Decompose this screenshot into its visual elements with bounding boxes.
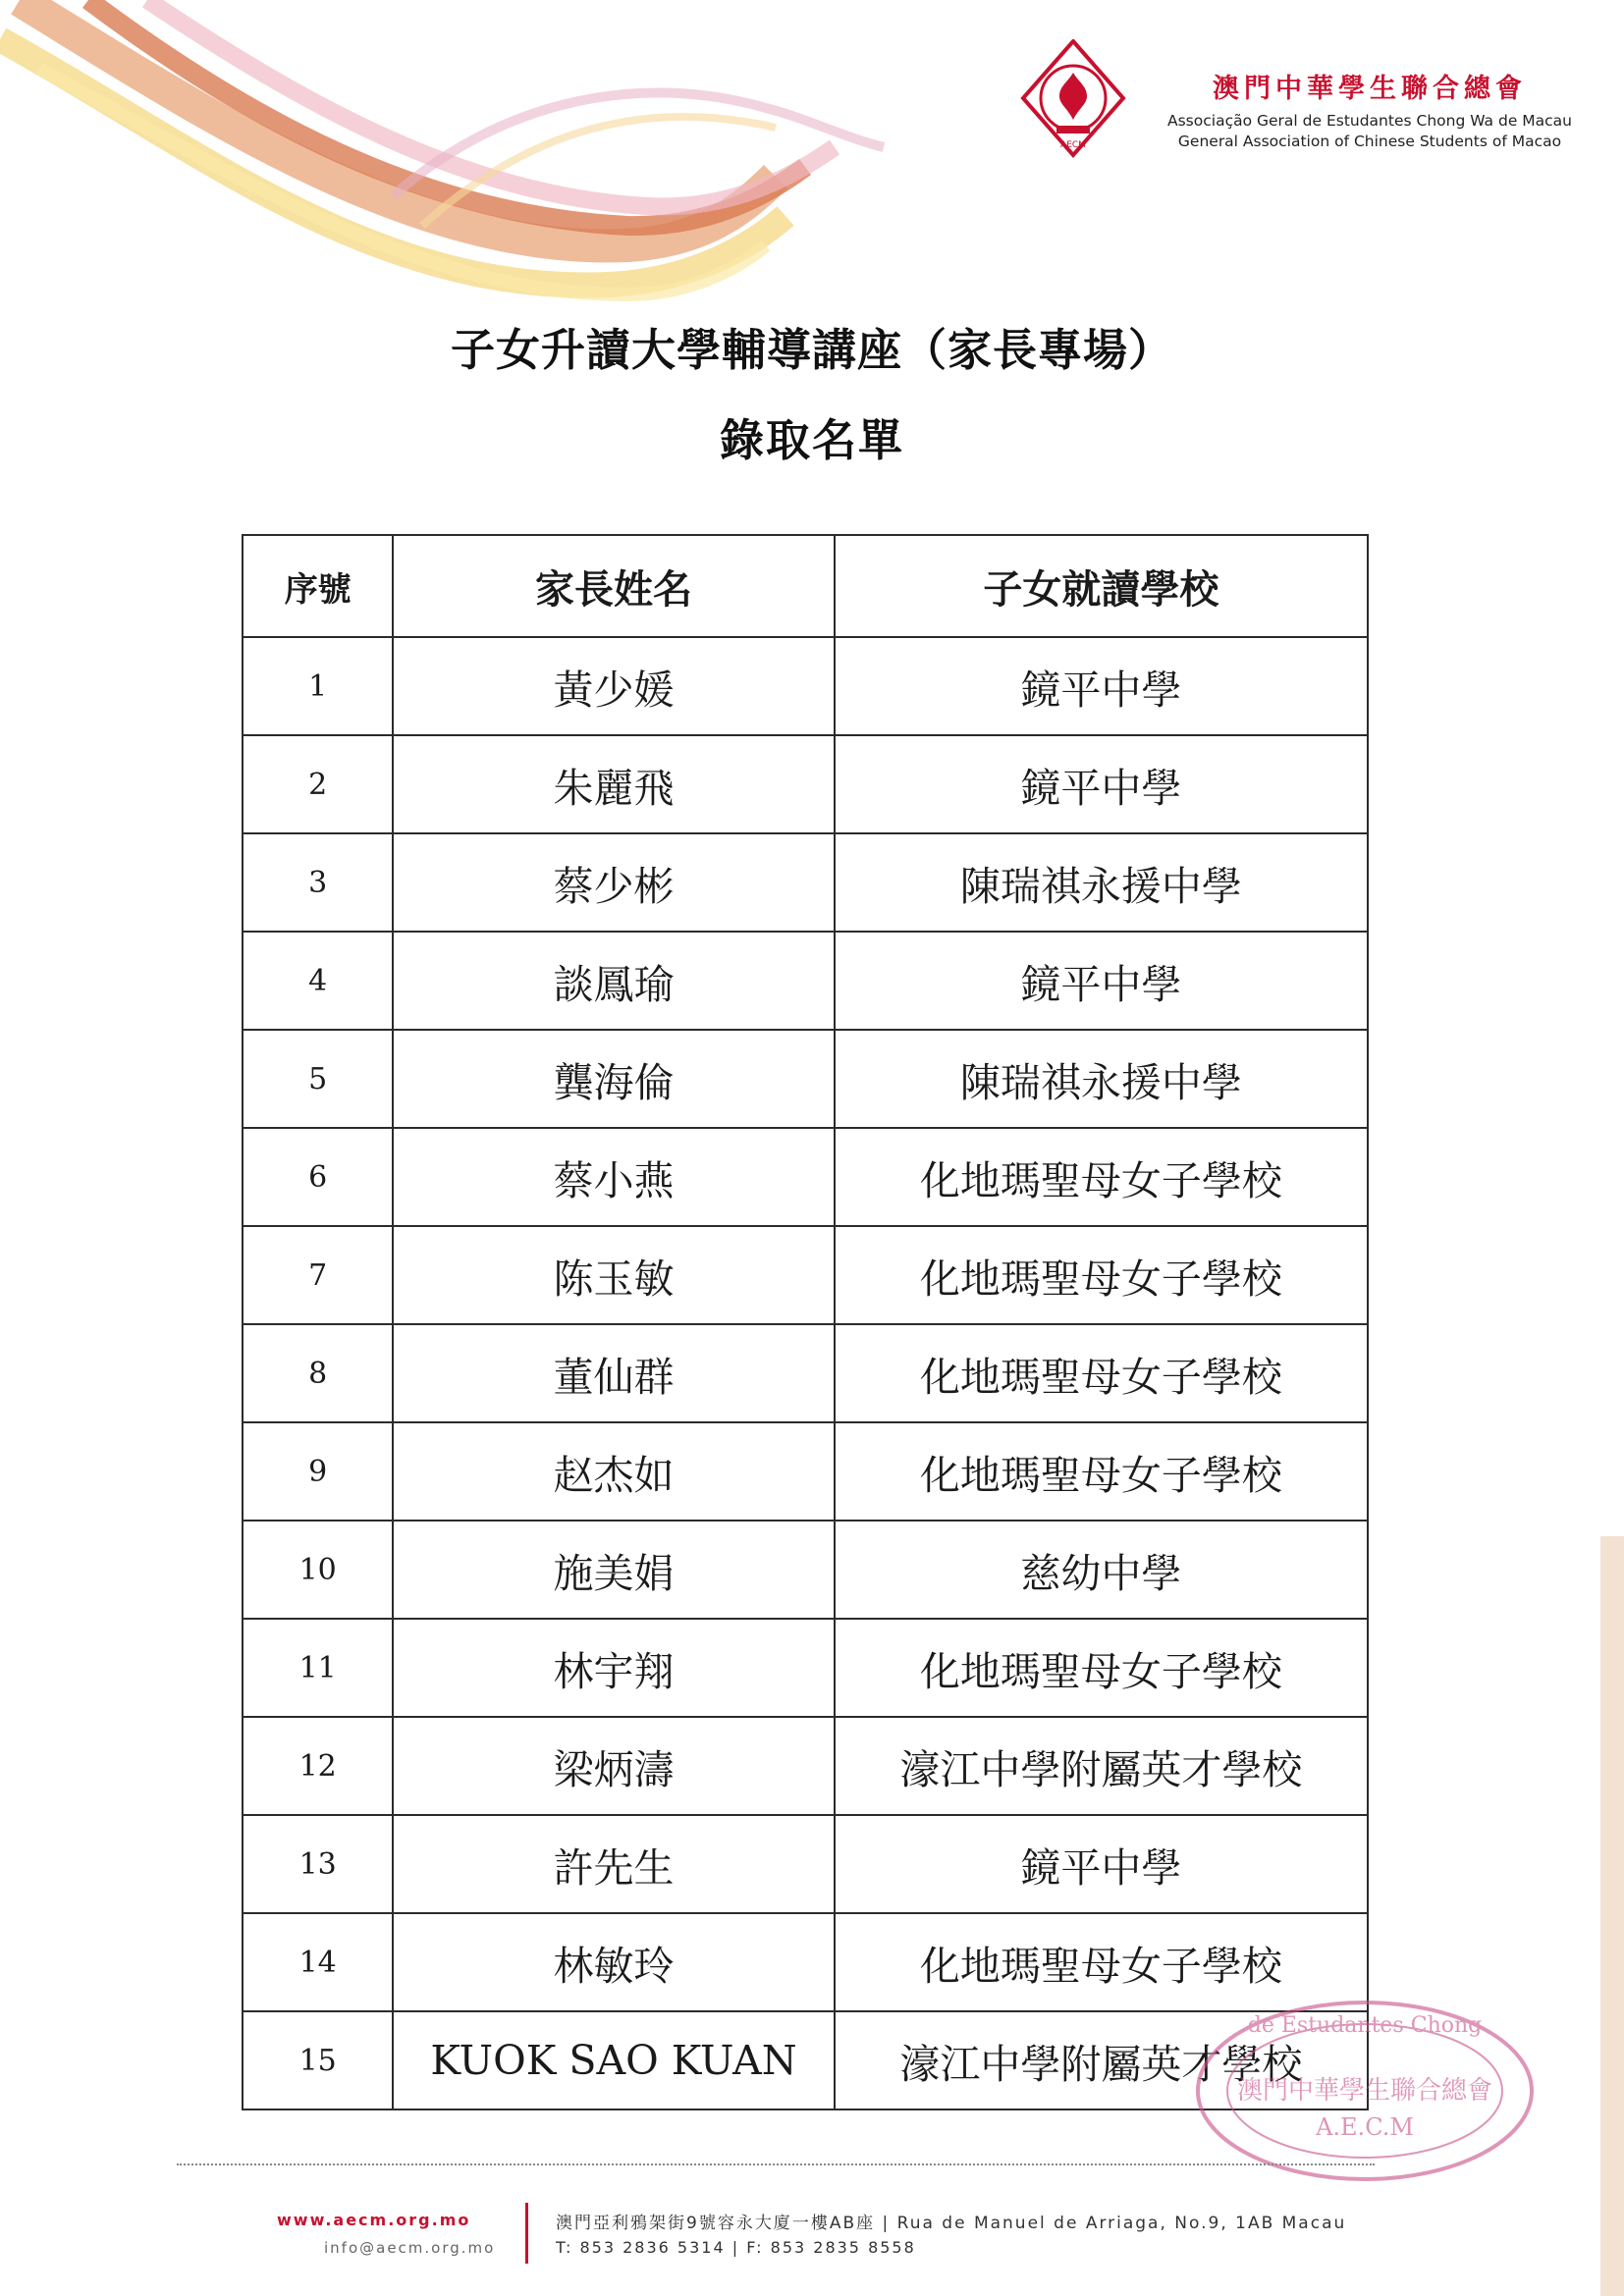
table-row [243,932,1368,1030]
row-no: 5 [243,1030,393,1128]
document-title: 子女升讀大學輔導講座（家長專場） [450,324,1173,376]
decorative-ribbon [0,0,982,324]
row-no: 13 [243,1815,393,1913]
footer-address: 澳門亞利鴉架街9號容永大廈一樓AB座 | Rua de Manuel de Arriaga, No.9, 1AB Macau [556,2214,1347,2233]
row-no: 9 [243,1422,393,1521]
row-school: 化地瑪聖母女子學校 [835,1913,1368,2011]
row-parent-name: 蔡少彬 [393,833,834,932]
row-school: 化地瑪聖母女子學校 [835,1128,1368,1226]
row-school: 濠江中學附屬英才學校 [835,1717,1368,1815]
row-parent-name: 朱麗飛 [393,735,834,833]
header-parent-name: 家長姓名 [393,535,834,637]
org-name-en: General Association of Chinese Students of Macao [1177,133,1562,150]
row-parent-name: 施美娟 [393,1521,834,1619]
stamp-text-center: 澳門中華學生聯合總會 [1236,2076,1493,2106]
row-school: 鏡平中學 [835,1815,1368,1913]
row-parent-name: 許先生 [393,1815,834,1913]
row-school: 陳瑞祺永援中學 [835,833,1368,932]
org-name-zh: 澳門中華學生聯合總會 [1213,74,1527,104]
row-parent-name: 林敏玲 [393,1913,834,2011]
scan-edge-strip [1600,1536,1624,2296]
table-row [243,1030,1368,1128]
footer-email-link[interactable]: info@aecm.org.mo [324,2239,496,2257]
row-no: 3 [243,833,393,932]
row-no: 14 [243,1913,393,2011]
row-school: 鏡平中學 [835,735,1368,833]
row-no: 10 [243,1521,393,1619]
row-parent-name: 赵杰如 [393,1422,834,1521]
logo-text: AECM [1060,140,1086,150]
table-row [243,1521,1368,1619]
table-row [243,637,1368,735]
table-header-row [243,535,1368,637]
table-row [243,1128,1368,1226]
row-parent-name: 梁炳濤 [393,1717,834,1815]
table-row [243,1324,1368,1422]
table-row [243,1815,1368,1913]
row-school: 慈幼中學 [835,1521,1368,1619]
table-row [243,1619,1368,1717]
row-parent-name: KUOK SAO KUAN [393,2011,834,2109]
document-subtitle: 錄取名單 [719,414,904,466]
row-parent-name: 董仙群 [393,1324,834,1422]
org-name-pt: Associação Geral de Estudantes Chong Wa de Macau [1167,112,1572,130]
row-school: 化地瑪聖母女子學校 [835,1619,1368,1717]
row-no: 4 [243,932,393,1030]
row-school: 鏡平中學 [835,637,1368,735]
stamp-text-abbr: A.E.C.M [1316,2113,1414,2141]
row-parent-name: 龔海倫 [393,1030,834,1128]
table-row [243,833,1368,932]
aecm-logo [1019,39,1127,177]
org-header [1139,67,1600,152]
table-row [243,1717,1368,1815]
row-no: 15 [243,2011,393,2109]
row-school: 化地瑪聖母女子學校 [835,1324,1368,1422]
table-row [243,1226,1368,1324]
table-row [243,735,1368,833]
row-no: 1 [243,637,393,735]
row-school: 鏡平中學 [835,932,1368,1030]
row-no: 7 [243,1226,393,1324]
footer-website-link[interactable]: www.aecm.org.mo [277,2211,471,2229]
row-no: 12 [243,1717,393,1815]
header-school: 子女就讀學校 [835,535,1368,637]
row-no: 8 [243,1324,393,1422]
stamp-text-top: de Estudantes Chong [1247,2013,1483,2038]
footer-phone: T: 853 2836 5314 | F: 853 2835 8558 [556,2238,916,2257]
row-parent-name: 陈玉敏 [393,1226,834,1324]
row-parent-name: 蔡小燕 [393,1128,834,1226]
row-no: 2 [243,735,393,833]
header-no: 序號 [243,535,393,637]
row-no: 11 [243,1619,393,1717]
row-school: 濠江中學附屬英才學校 [835,2011,1368,2109]
row-parent-name: 談鳳瑜 [393,932,834,1030]
table-row [243,1422,1368,1521]
row-parent-name: 林宇翔 [393,1619,834,1717]
official-seal-stamp [1188,1993,1542,2189]
footer-separator [525,2203,528,2264]
admission-table [242,534,1369,2110]
row-parent-name: 黃少媛 [393,637,834,735]
row-no: 6 [243,1128,393,1226]
row-school: 化地瑪聖母女子學校 [835,1226,1368,1324]
footer-divider [177,2163,1375,2165]
row-school: 陳瑞祺永援中學 [835,1030,1368,1128]
row-school: 化地瑪聖母女子學校 [835,1422,1368,1521]
